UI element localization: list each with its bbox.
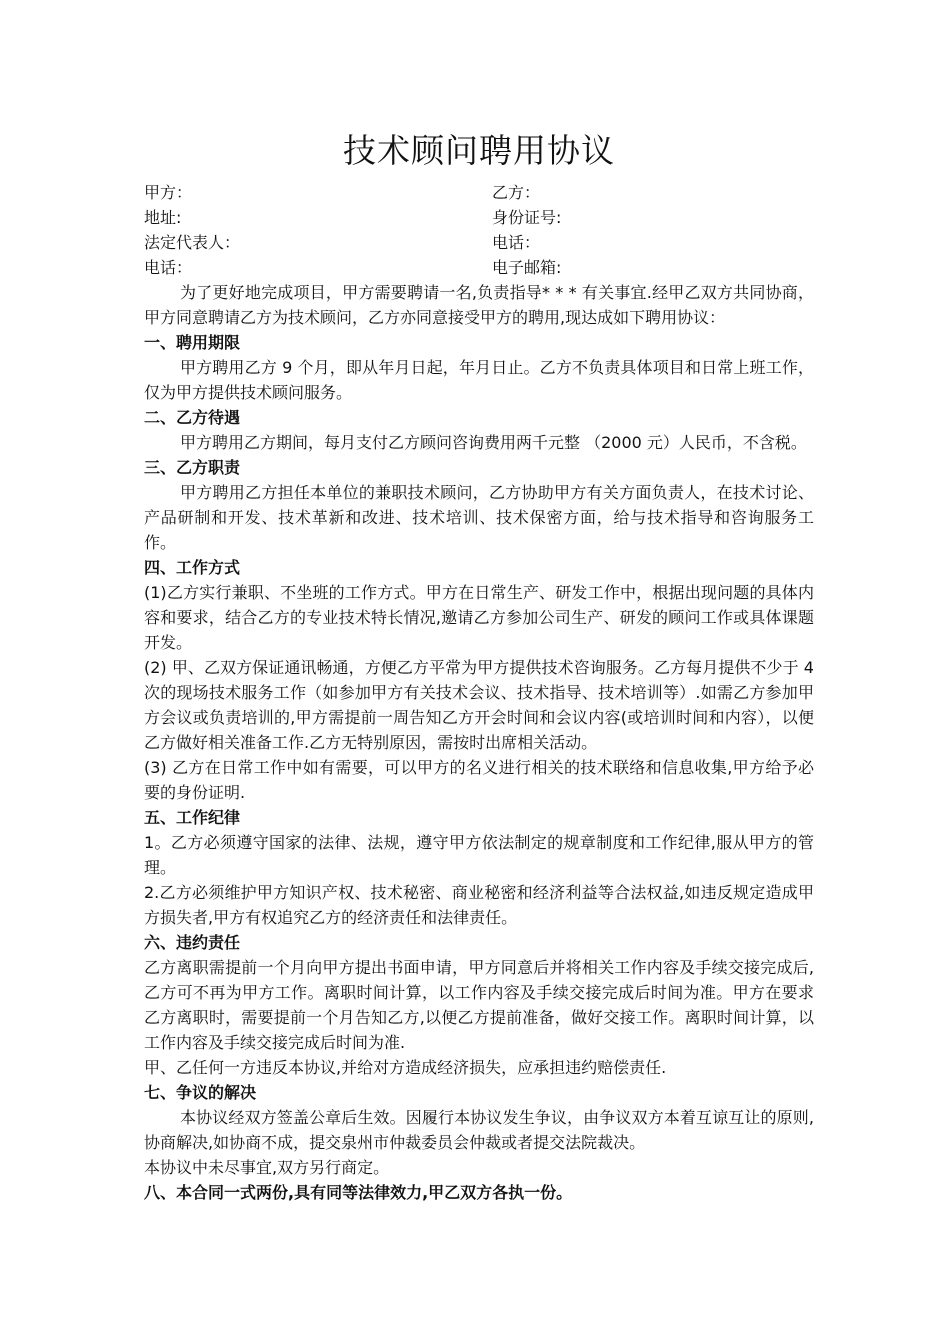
parties-block bbox=[144, 180, 814, 280]
section-paragraph: 甲方聘用乙方 9 个月，即从年月日起，年月日止。乙方不负责具体项目和日常上班工作，仅为甲方提供技术顾问服务。 bbox=[144, 358, 814, 402]
section-paragraph: 甲方聘用乙方期间，每月支付乙方顾问咨询费用两千元整 （2000 元）人民币，不含税。 bbox=[180, 433, 807, 452]
section-heading: 二、乙方待遇 bbox=[144, 408, 241, 427]
section-heading: 一、聘用期限 bbox=[144, 333, 241, 352]
section-heading: 八、本合同一式两份,具有同等法律效力,甲乙双方各执一份。 bbox=[144, 1183, 573, 1202]
section-heading: 三、乙方职责 bbox=[144, 458, 241, 477]
section-paragraph: 乙方离职需提前一个月向甲方提出书面申请，甲方同意后并将相关工作内容及手续交接完成后,乙方可不再为甲方工作。离职时间计算，以工作内容及手续交接完成后时间为准。甲方在要求乙方离职时，需要提前一个月告知乙方,以便乙方提前准备，做好交接工作。离职时间计算，以工作内容及手续交接完成后时间为准. bbox=[144, 958, 814, 1052]
section-paragraph: (1)乙方实行兼职、不坐班的工作方式。甲方在日常生产、研发工作中，根据出现问题的具体内容和要求，结合乙方的专业技术特长情况,邀请乙方参加公司生产、研发的顾问工作或具体课题开发。 bbox=[144, 583, 814, 652]
party-b-label: 乙方： bbox=[492, 183, 541, 202]
legal-rep-label: 法定代表人： bbox=[144, 233, 241, 252]
section-heading: 六、违约责任 bbox=[144, 933, 241, 952]
address-label: 地址: bbox=[144, 208, 182, 227]
section-paragraph: 1。乙方必须遵守国家的法律、法规，遵守甲方依法制定的规章制度和工作纪律,服从甲方的管理。 bbox=[144, 833, 814, 877]
section-paragraph: 2.乙方必须维护甲方知识产权、技术秘密、商业秘密和经济利益等合法权益,如违反规定造成甲方损失者,甲方有权追究乙方的经济责任和法律责任。 bbox=[144, 883, 814, 927]
party-a-label: 甲方： bbox=[144, 183, 193, 202]
email-label: 电子邮箱: bbox=[492, 258, 562, 277]
section-paragraph: 本协议中未尽事宜,双方另行商定。 bbox=[144, 1158, 390, 1177]
section-paragraph: (2) 甲、乙双方保证通讯畅通，方便乙方平常为甲方提供技术咨询服务。乙方每月提供不少于 4 次的现场技术服务工作（如参加甲方有关技术会议、技术指导、技术培训等）.如需乙方参加甲方会议或负责培训的,甲方需提前一周告知乙方开会时间和会议内容(或培训时间和内容），以便乙方做好相关准备工作.乙方无特别原因，需按时出席相关活动。 bbox=[144, 658, 814, 752]
section-heading: 七、争议的解决 bbox=[144, 1083, 257, 1102]
intro-paragraph: 为了更好地完成项目，甲方需要聘请一名,负责指导* * * 有关事宜.经甲乙双方共同协商，甲方同意聘请乙方为技术顾问，乙方亦同意接受甲方的聘用,现达成如下聘用协议： bbox=[144, 283, 814, 327]
party-b-phone-label: 电话： bbox=[492, 233, 541, 252]
party-b-column bbox=[492, 180, 814, 280]
section-heading: 四、工作方式 bbox=[144, 558, 241, 577]
section-paragraph: (3) 乙方在日常工作中如有需要，可以甲方的名义进行相关的技术联络和信息收集,甲方给予必要的身份证明. bbox=[144, 758, 814, 802]
party-a-phone-label: 电话： bbox=[144, 258, 193, 277]
section-heading: 五、工作纪律 bbox=[144, 808, 241, 827]
section-paragraph: 甲、乙任何一方违反本协议,并给对方造成经济损失，应承担违约赔偿责任. bbox=[144, 1058, 667, 1077]
contract-page bbox=[144, 128, 814, 1205]
document-title: 技术顾问聘用协议 bbox=[343, 131, 615, 170]
section-paragraph: 本协议经双方签盖公章后生效。因履行本协议发生争议，由争议双方本着互谅互让的原则,协商解决,如协商不成，提交泉州市仲裁委员会仲裁或者提交法院裁决。 bbox=[144, 1108, 814, 1152]
party-a-column bbox=[144, 180, 492, 280]
section-paragraph: 甲方聘用乙方担任本单位的兼职技术顾问，乙方协助甲方有关方面负责人，在技术讨论、产品研制和开发、技术革新和改进、技术培训、技术保密方面，给与技术指导和咨询服务工作。 bbox=[144, 483, 814, 552]
id-number-label: 身份证号: bbox=[492, 208, 562, 227]
